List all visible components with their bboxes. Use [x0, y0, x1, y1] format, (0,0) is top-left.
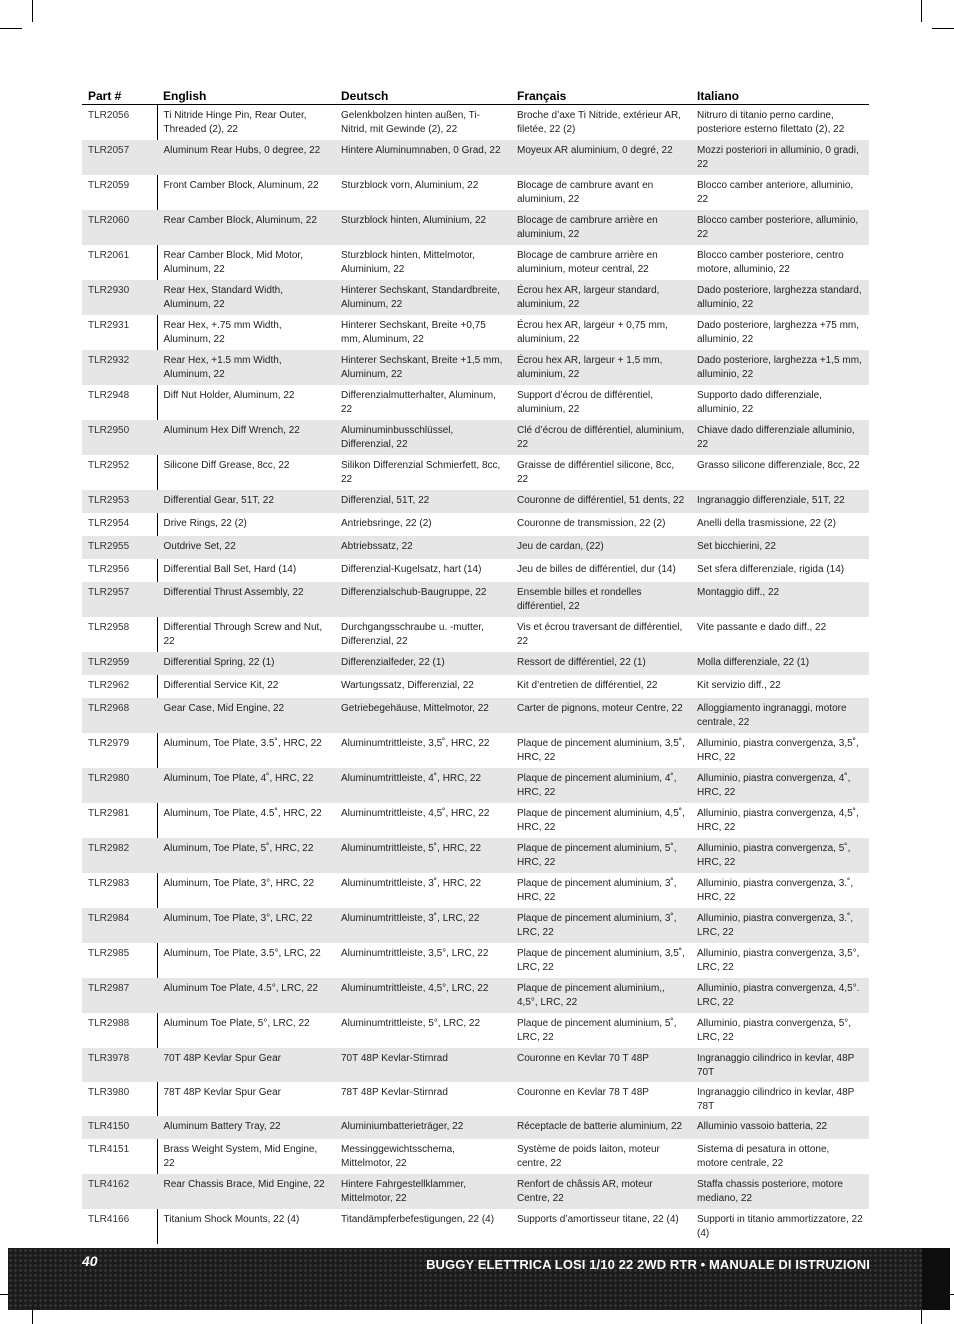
cell-francais: Jeu de billes de différentiel, dur (14)	[517, 564, 676, 575]
cell-part-number: TLR2968	[82, 698, 157, 733]
table-row	[82, 617, 869, 652]
cell-francais: Couronne en Kevlar 70 T 48P	[511, 1048, 691, 1082]
cell-english: Ti Nitride Hinge Pin, Rear Outer, Threaded (2), 22	[163, 110, 307, 135]
cell-francais: Ensemble billes et rondelles différentiel, 22	[511, 582, 691, 617]
cell-italiano: Alluminio, piastra convergenza, 4˚, HRC, 22	[691, 768, 869, 803]
cell-italiano: Alluminio, piastra convergenza, 3,5°, LRC, 22	[697, 948, 860, 973]
table-row	[82, 210, 869, 245]
cell-deutsch: Aluminumtrittleiste, 4˚, HRC, 22	[335, 768, 511, 803]
cell-deutsch: Differenzialmutterhalter, Aluminum, 22	[341, 390, 496, 415]
cell-english: Front Camber Block, Aluminum, 22	[163, 180, 319, 191]
cell-deutsch: Hinterer Sechskant, Standardbreite, Aluminum, 22	[335, 280, 511, 315]
cell-english: Aluminum, Toe Plate, 3.5°, LRC, 22	[163, 948, 321, 959]
cell-part-number: TLR2987	[82, 978, 157, 1013]
cell-italiano: Set bicchierini, 22	[691, 536, 869, 559]
cell-italiano: Alluminio, piastra convergenza, 3.˚, LRC, 22	[691, 908, 869, 943]
cell-english: 78T 48P Kevlar Spur Gear	[163, 1087, 281, 1098]
cell-francais: Blocage de cambrure arrière en aluminium, 22	[511, 210, 691, 245]
cell-deutsch: Aluminumtrittleiste, 3˚, LRC, 22	[335, 908, 511, 943]
cell-francais: Plaque de pincement aluminium, 3,5˚, HRC, 22	[517, 738, 685, 763]
cell-english: Aluminum Toe Plate, 5°, LRC, 22	[163, 1018, 310, 1029]
cell-english: 70T 48P Kevlar Spur Gear	[157, 1048, 335, 1082]
cell-deutsch: Durchgangsschraube u. -mutter, Differenzial, 22	[341, 622, 484, 647]
header-english: English	[157, 84, 335, 105]
cell-italiano: Alluminio, piastra convergenza, 5°, LRC, 22	[697, 1018, 852, 1043]
cell-francais: Plaque de pincement aluminium,, 4,5°, LRC, 22	[511, 978, 691, 1013]
cell-francais: Vis et écrou traversant de différentiel, 22	[517, 622, 683, 647]
table-row	[82, 1082, 869, 1116]
cell-italiano: Alluminio, piastra convergenza, 5˚, HRC, 22	[691, 838, 869, 873]
cell-part-number: TLR2955	[82, 536, 157, 559]
crop-mark	[0, 28, 22, 29]
table-header-row	[82, 84, 869, 105]
table-row	[82, 105, 869, 141]
cell-part-number: TLR2962	[82, 675, 157, 698]
cell-part-number: TLR2983	[82, 873, 157, 908]
table-body	[82, 105, 869, 1245]
cell-italiano: Blocco camber posteriore, alluminio, 22	[691, 210, 869, 245]
cell-italiano: Anelli della trasmissione, 22 (2)	[697, 518, 836, 529]
cell-english: Silicone Diff Grease, 8cc, 22	[163, 460, 290, 471]
table-row	[82, 698, 869, 733]
cell-english: Aluminum, Toe Plate, 4˚, HRC, 22	[157, 768, 335, 803]
table-row	[82, 1209, 869, 1244]
cell-italiano: Chiave dado differenziale alluminio, 22	[691, 420, 869, 455]
table-row	[82, 455, 869, 490]
cell-deutsch: Differenzialschub-Baugruppe, 22	[335, 582, 511, 617]
cell-italiano: Ingranaggio cilindrico in kevlar, 48P 70T	[691, 1048, 869, 1082]
cell-english: Aluminum, Toe Plate, 3°, HRC, 22	[163, 878, 315, 889]
cell-part-number: TLR2061	[82, 245, 157, 280]
cell-italiano: Set sfera differenziale, rigida (14)	[697, 564, 845, 575]
cell-part-number: TLR2932	[82, 350, 157, 385]
cell-deutsch: Titandämpferbefestigungen, 22 (4)	[341, 1214, 495, 1225]
cell-francais: Graisse de différentiel silicone, 8cc, 22	[517, 460, 675, 485]
cell-italiano: Vite passante e dado diff., 22	[697, 622, 827, 633]
table-row	[82, 280, 869, 315]
cell-italiano: Dado posteriore, larghezza standard, alluminio, 22	[691, 280, 869, 315]
cell-deutsch: Aluminumtrittleiste, 3,5˚, HRC, 22	[341, 738, 490, 749]
table-row	[82, 675, 869, 698]
table-row	[82, 908, 869, 943]
cell-deutsch: Abtriebssatz, 22	[335, 536, 511, 559]
cell-part-number: TLR2056	[82, 105, 157, 141]
cell-english: Rear Chassis Brace, Mid Engine, 22	[157, 1174, 335, 1209]
cell-italiano: Supporto dado differenziale, alluminio, 22	[697, 390, 822, 415]
cell-francais: Écrou hex AR, largeur + 1,5 mm, aluminium, 22	[511, 350, 691, 385]
cell-italiano: Sistema di pesatura in ottone, motore centrale, 22	[697, 1144, 830, 1169]
table-row	[82, 140, 869, 175]
cell-english: Aluminum, Toe Plate, 5˚, HRC, 22	[157, 838, 335, 873]
cell-italiano: Ingranaggio differenziale, 51T, 22	[691, 490, 869, 513]
cell-part-number: TLR2948	[82, 385, 157, 420]
cell-italiano: Dado posteriore, larghezza +1,5 mm, alluminio, 22	[691, 350, 869, 385]
table-row	[82, 838, 869, 873]
cell-italiano: Dado posteriore, larghezza +75 mm, alluminio, 22	[697, 320, 860, 345]
cell-francais: Couronne en Kevlar 78 T 48P	[517, 1087, 649, 1098]
cell-deutsch: Hintere Aluminumnaben, 0 Grad, 22	[335, 140, 511, 175]
parts-table	[82, 84, 869, 1244]
cell-deutsch: Getriebegehäuse, Mittelmotor, 22	[335, 698, 511, 733]
cell-deutsch: Hinterer Sechskant, Breite +0,75 mm, Aluminum, 22	[341, 320, 486, 345]
cell-italiano: Mozzi posteriori in alluminio, 0 gradi, 22	[691, 140, 869, 175]
cell-part-number: TLR2952	[82, 455, 157, 490]
cell-francais: Plaque de pincement aluminium, 3˚, LRC, 22	[511, 908, 691, 943]
cell-francais: Système de poids laiton, moteur centre, 22	[517, 1144, 660, 1169]
cell-deutsch: Aluminiumbatterieträger, 22	[335, 1116, 511, 1139]
table-row	[82, 1139, 869, 1174]
cell-part-number: TLR2981	[82, 803, 157, 838]
cell-deutsch: Sturzblock vorn, Aluminium, 22	[341, 180, 479, 191]
cell-english: Aluminum Toe Plate, 4.5°, LRC, 22	[157, 978, 335, 1013]
table-row	[82, 245, 869, 280]
cell-english: Drive Rings, 22 (2)	[163, 518, 247, 529]
header-francais: Français	[511, 84, 691, 105]
cell-part-number: TLR2959	[82, 652, 157, 675]
cell-deutsch: Sturzblock hinten, Aluminium, 22	[335, 210, 511, 245]
cell-francais: Broche d’axe Ti Nitride, extérieur AR, filetée, 22 (2)	[517, 110, 681, 135]
cell-italiano: Nitruro di titanio perno cardine, posteriore esterno filettato (2), 22	[697, 110, 845, 135]
cell-francais: Blocage de cambrure arrière en aluminium, moteur central, 22	[517, 250, 658, 275]
cell-italiano: Alluminio, piastra convergenza, 3,5˚, HRC, 22	[697, 738, 859, 763]
page-number: 40	[82, 1253, 98, 1269]
cell-part-number: TLR2980	[82, 768, 157, 803]
header-italiano: Italiano	[691, 84, 869, 105]
cell-francais: Renfort de châssis AR, moteur Centre, 22	[511, 1174, 691, 1209]
cell-francais: Plaque de pincement aluminium, 3,5˚, LRC, 22	[517, 948, 685, 973]
cell-english: Differential Service Kit, 22	[163, 680, 279, 691]
table-row	[82, 315, 869, 350]
cell-part-number: TLR2985	[82, 943, 157, 978]
cell-part-number: TLR2931	[82, 315, 157, 350]
cell-english: Rear Camber Block, Mid Motor, Aluminum, 22	[163, 250, 303, 275]
cell-english: Differential Ball Set, Hard (14)	[163, 564, 297, 575]
cell-deutsch: Aluminumtrittleiste, 3,5°, LRC, 22	[341, 948, 489, 959]
footer-bar	[8, 1248, 950, 1310]
crop-mark	[921, 0, 922, 22]
cell-francais: Plaque de pincement aluminium, 5˚, LRC, 22	[517, 1018, 677, 1043]
cell-english: Differential Thrust Assembly, 22	[157, 582, 335, 617]
cell-part-number: TLR2984	[82, 908, 157, 943]
cell-part-number: TLR2957	[82, 582, 157, 617]
cell-italiano: Alluminio vassoio batteria, 22	[691, 1116, 869, 1139]
table-row	[82, 1013, 869, 1048]
cell-francais: Ressort de différentiel, 22 (1)	[511, 652, 691, 675]
cell-francais: Moyeux AR aluminium, 0 degré, 22	[511, 140, 691, 175]
footer-title: BUGGY ELETTRICA LOSI 1/10 22 2WD RTR • MANUALE DI ISTRUZIONI	[426, 1257, 870, 1272]
table-row	[82, 943, 869, 978]
cell-deutsch: Differenzial-Kugelsatz, hart (14)	[341, 564, 482, 575]
cell-francais: Plaque de pincement aluminium, 3˚, HRC, 22	[517, 878, 677, 903]
cell-english: Gear Case, Mid Engine, 22	[157, 698, 335, 733]
cell-francais: Blocage de cambrure avant en aluminium, 22	[517, 180, 654, 205]
cell-part-number: TLR2988	[82, 1013, 157, 1048]
cell-english: Outdrive Set, 22	[157, 536, 335, 559]
cell-english: Rear Hex, Standard Width, Aluminum, 22	[157, 280, 335, 315]
cell-italiano: Alluminio, piastra convergenza, 3.˚, HRC, 22	[697, 878, 854, 903]
cell-deutsch: Differenzial, 51T, 22	[335, 490, 511, 513]
table-row	[82, 652, 869, 675]
table-row	[82, 490, 869, 513]
cell-part-number: TLR2059	[82, 175, 157, 210]
cell-deutsch: Differenzialfeder, 22 (1)	[335, 652, 511, 675]
cell-deutsch: Antriebsringe, 22 (2)	[341, 518, 432, 529]
cell-francais: Couronne de transmission, 22 (2)	[517, 518, 666, 529]
table-row	[82, 978, 869, 1013]
cell-part-number: TLR2956	[82, 559, 157, 582]
cell-english: Rear Hex, +.75 mm Width, Aluminum, 22	[163, 320, 282, 345]
cell-deutsch: 70T 48P Kevlar-Stirnrad	[335, 1048, 511, 1082]
cell-english: Aluminum Rear Hubs, 0 degree, 22	[157, 140, 335, 175]
cell-francais: Plaque de pincement aluminium, 4,5˚, HRC, 22	[517, 808, 685, 833]
cell-italiano: Blocco camber anteriore, alluminio, 22	[697, 180, 854, 205]
cell-italiano: Alluminio, piastra convergenza, 4,5°. LRC, 22	[691, 978, 869, 1013]
cell-italiano: Alloggiamento ingranaggi, motore centrale, 22	[691, 698, 869, 733]
table-row	[82, 803, 869, 838]
cell-italiano: Grasso silicone differenziale, 8cc, 22	[697, 460, 860, 471]
cell-francais: Écrou hex AR, largeur standard, aluminium, 22	[511, 280, 691, 315]
cell-italiano: Blocco camber posteriore, centro motore, alluminio, 22	[697, 250, 844, 275]
cell-part-number: TLR2979	[82, 733, 157, 768]
cell-deutsch: Sturzblock hinten, Mittelmotor, Aluminium, 22	[341, 250, 475, 275]
cell-deutsch: Hintere Fahrgestellklammer, Mittelmotor, 22	[335, 1174, 511, 1209]
cell-italiano: Molla differenziale, 22 (1)	[691, 652, 869, 675]
table-row	[82, 1116, 869, 1139]
cell-part-number: TLR3980	[82, 1082, 157, 1116]
footer-tab	[922, 1248, 950, 1310]
cell-italiano: Ingranaggio cilindrico in kevlar, 48P 78T	[697, 1087, 855, 1112]
cell-english: Aluminum, Toe Plate, 4.5˚, HRC, 22	[163, 808, 322, 819]
cell-francais: Clé d’écrou de différentiel, aluminium, 22	[511, 420, 691, 455]
cell-deutsch: Messinggewichtsschema, Mittelmotor, 22	[341, 1144, 455, 1169]
cell-part-number: TLR4166	[82, 1209, 157, 1244]
cell-english: Aluminum Hex Diff Wrench, 22	[157, 420, 335, 455]
table-row	[82, 559, 869, 582]
cell-part-number: TLR2982	[82, 838, 157, 873]
table-row	[82, 536, 869, 559]
table-row	[82, 873, 869, 908]
table-row	[82, 1048, 869, 1082]
cell-part-number: TLR4162	[82, 1174, 157, 1209]
cell-english: Rear Camber Block, Aluminum, 22	[157, 210, 335, 245]
cell-deutsch: Wartungssatz, Differenzial, 22	[341, 680, 474, 691]
cell-deutsch: Aluminumtrittleiste, 5˚, HRC, 22	[335, 838, 511, 873]
cell-english: Diff Nut Holder, Aluminum, 22	[163, 390, 295, 401]
cell-part-number: TLR4151	[82, 1139, 157, 1174]
cell-english: Differential Gear, 51T, 22	[157, 490, 335, 513]
cell-part-number: TLR2057	[82, 140, 157, 175]
cell-english: Aluminum, Toe Plate, 3°, LRC, 22	[157, 908, 335, 943]
table-row	[82, 582, 869, 617]
cell-francais: Plaque de pincement aluminium, 5˚, HRC, 22	[511, 838, 691, 873]
cell-francais: Jeu de cardan, (22)	[511, 536, 691, 559]
cell-part-number: TLR2950	[82, 420, 157, 455]
cell-italiano: Kit servizio diff., 22	[697, 680, 781, 691]
cell-francais: Réceptacle de batterie aluminium, 22	[511, 1116, 691, 1139]
table-row	[82, 768, 869, 803]
cell-deutsch: Silikon Differenzial Schmierfett, 8cc, 22	[341, 460, 501, 485]
cell-francais: Supports d’amortisseur titane, 22 (4)	[517, 1214, 679, 1225]
cell-part-number: TLR3978	[82, 1048, 157, 1082]
table-row	[82, 350, 869, 385]
cell-deutsch: Hinterer Sechskant, Breite +1,5 mm, Aluminum, 22	[335, 350, 511, 385]
cell-part-number: TLR2930	[82, 280, 157, 315]
table-row	[82, 1174, 869, 1209]
table-row	[82, 420, 869, 455]
cell-part-number: TLR2958	[82, 617, 157, 652]
cell-english: Titanium Shock Mounts, 22 (4)	[163, 1214, 300, 1225]
cell-part-number: TLR2060	[82, 210, 157, 245]
crop-mark	[32, 0, 33, 22]
header-deutsch: Deutsch	[335, 84, 511, 105]
crop-mark	[932, 28, 954, 29]
cell-english: Rear Hex, +1.5 mm Width, Aluminum, 22	[157, 350, 335, 385]
cell-english: Aluminum, Toe Plate, 3.5˚, HRC, 22	[163, 738, 322, 749]
table-row	[82, 733, 869, 768]
cell-francais: Plaque de pincement aluminium, 4˚, HRC, 22	[511, 768, 691, 803]
cell-francais: Support d’écrou de différentiel, aluminium, 22	[517, 390, 654, 415]
cell-italiano: Supporti in titanio ammortizzatore, 22 (4)	[697, 1214, 863, 1239]
table-row	[82, 175, 869, 210]
cell-francais: Couronne de différentiel, 51 dents, 22	[511, 490, 691, 513]
cell-francais: Écrou hex AR, largeur + 0,75 mm, aluminium, 22	[517, 320, 668, 345]
cell-deutsch: Aluminumtrittleiste, 3˚, HRC, 22	[341, 878, 482, 889]
cell-english: Aluminum Battery Tray, 22	[157, 1116, 335, 1139]
table-row	[82, 385, 869, 420]
cell-francais: Carter de pignons, moteur Centre, 22	[511, 698, 691, 733]
cell-deutsch: Aluminumtrittleiste, 4,5°, LRC, 22	[335, 978, 511, 1013]
cell-english: Differential Spring, 22 (1)	[157, 652, 335, 675]
cell-italiano: Staffa chassis posteriore, motore mediano, 22	[691, 1174, 869, 1209]
cell-part-number: TLR4150	[82, 1116, 157, 1139]
cell-part-number: TLR2953	[82, 490, 157, 513]
cell-part-number: TLR2954	[82, 513, 157, 536]
cell-italiano: Alluminio, piastra convergenza, 4,5˚, HRC, 22	[697, 808, 859, 833]
cell-francais: Kit d’entretien de différentiel, 22	[517, 680, 658, 691]
cell-english: Brass Weight System, Mid Engine, 22	[163, 1144, 318, 1169]
cell-deutsch: Aluminuminbusschlüssel, Differenzial, 22	[335, 420, 511, 455]
cell-deutsch: Aluminumtrittleiste, 5°, LRC, 22	[341, 1018, 481, 1029]
table-row	[82, 513, 869, 536]
cell-deutsch: Aluminumtrittleiste, 4,5˚, HRC, 22	[341, 808, 490, 819]
cell-deutsch: Gelenkbolzen hinten außen, Ti-Nitrid, mit Gewinde (2), 22	[341, 110, 480, 135]
cell-italiano: Montaggio diff., 22	[691, 582, 869, 617]
cell-english: Differential Through Screw and Nut, 22	[163, 622, 323, 647]
header-part-number: Part #	[82, 84, 157, 105]
cell-deutsch: 78T 48P Kevlar-Stirnrad	[341, 1087, 448, 1098]
